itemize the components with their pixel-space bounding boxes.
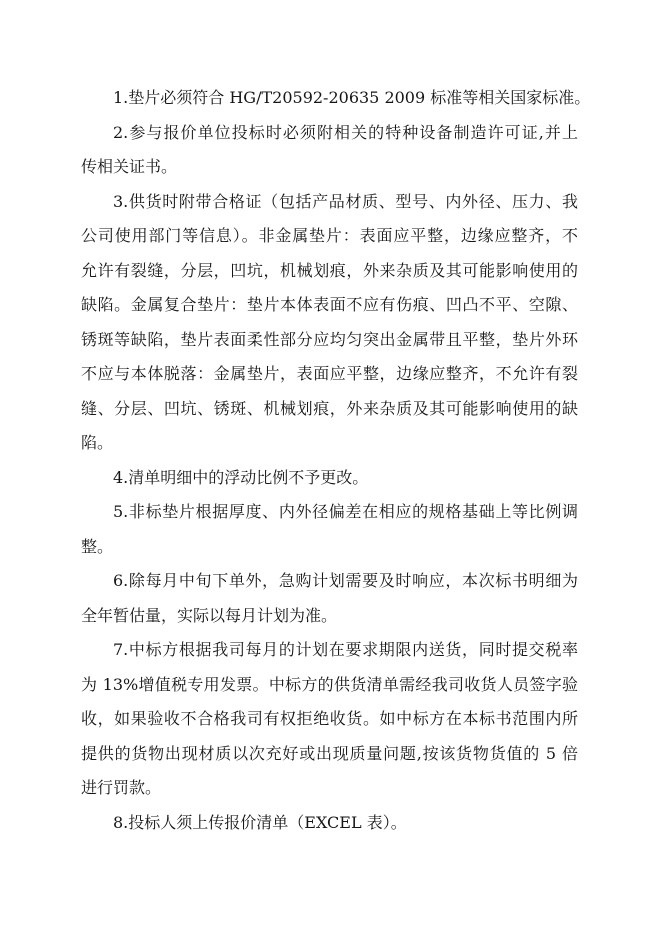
clause-line: 3.供货时附带合格证（包括产品材质、型号、内外径、压力、我 [113,191,578,211]
clause-1 [81,81,591,116]
clause-line: 全年暂估量，实际以每月计划为准。 [81,605,338,625]
document-body [81,81,591,840]
clause-2 [81,116,578,185]
clause-line: 4.清单明细中的浮动比例不予更改。 [113,467,369,487]
clause-4 [81,461,578,496]
clause-line: 缝、分层、凹坑、锈斑、机械划痕，外来杂质及其可能影响使用的缺 [81,398,578,418]
clause-line: 提供的货物出现材质以次充好或出现质量问题,按该货物货值的 5 倍 [81,743,578,763]
clause-line: 8.投标人须上传报价清单（EXCEL 表）。 [113,812,407,832]
clause-line: 6.除每月中旬下单外，急购计划需要及时响应，本次标书明细为 [113,571,578,590]
clause-5 [81,495,578,564]
clause-line: 不应与本体脱落：金属垫片，表面应平整，边缘应整齐，不允许有裂 [81,364,578,383]
clause-7 [81,633,578,806]
clause-line: 陷。 [81,433,114,452]
clause-line: 进行罚款。 [81,778,162,797]
clause-line: 允许有裂缝，分层，凹坑，机械划痕，外来杂质及其可能影响使用的 [81,260,578,280]
clause-line: 整。 [81,536,114,556]
clause-line: 2.参与报价单位投标时必须附相关的特种设备制造许可证,并上 [113,122,578,142]
clause-line: 公司使用部门等信息）。非金属垫片：表面应平整，边缘应整齐，不 [81,226,578,245]
clause-line: 传相关证书。 [81,157,178,176]
clause-line: 锈斑等缺陷，垫片表面柔性部分应均匀突出金属带且平整，垫片外环 [81,329,578,349]
clause-line: 为 13%增值税专用发票。中标方的供货清单需经我司收货人员签字验 [81,674,578,694]
clause-line: 收，如果验收不合格我司有权拒绝收货。如中标方在本标书范围内所 [81,709,578,728]
clause-line: 7.中标方根据我司每月的计划在要求期限内送货，同时提交税率 [113,640,578,659]
clause-line: 5.非标垫片根据厚度、内外径偏差在相应的规格基础上等比例调 [113,502,578,521]
clause-line: 1.垫片必须符合 HG/T20592-20635 2009 标准等相关国家标准。 [113,88,591,107]
clause-6 [81,564,578,633]
clause-3 [81,185,578,461]
clause-8 [81,806,578,841]
clause-line: 缺陷。金属复合垫片：垫片本体表面不应有伤痕、凹凸不平、空隙、 [81,295,578,314]
